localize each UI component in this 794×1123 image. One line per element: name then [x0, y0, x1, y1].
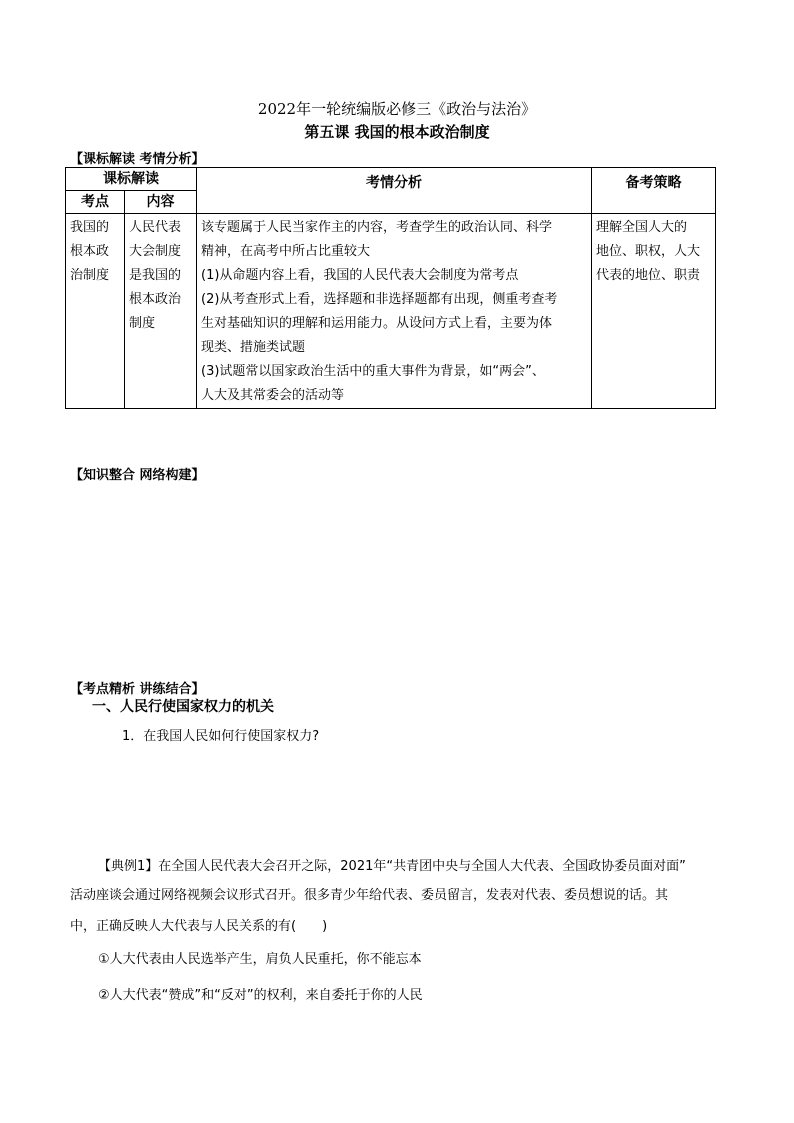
document-title: 2022年一轮统编版必修三《政治与法治》: [257, 100, 537, 118]
header-exam-analysis: 考情分析: [197, 168, 592, 214]
header-preparation-strategy: 备考策略: [592, 168, 716, 214]
section-heading-knowledge: 【知识整合 网络构建】: [70, 468, 205, 483]
subheader-exam-point: 考点: [66, 191, 125, 214]
cell-content: 人民代表 大会制度 是我国的 根本政治 制度: [125, 214, 197, 409]
subheader-content: 内容: [125, 191, 197, 214]
example-line-3: 中，正确反映人大代表与人民关系的有( ): [70, 919, 328, 934]
section-heading-curriculum: 【课标解读 考情分析】: [70, 152, 205, 167]
lesson-title: 第五课 我国的根本政治制度: [304, 123, 490, 141]
cell-exam-point: 我国的 根本政 治制度: [66, 214, 125, 409]
curriculum-analysis-table: [65, 167, 716, 409]
topic-heading: 一、人民行使国家权力的机关: [92, 699, 274, 715]
cell-preparation-strategy: 理解全国人大的 地位、职权，人大 代表的地位、职责: [592, 214, 716, 409]
question-text: 1．在我国人民如何行使国家权力?: [122, 729, 320, 744]
example-line-1: 【典例1】在全国人民代表大会召开之际，2021年“共青团中央与全国人大代表、全国政协委员面对面”: [98, 859, 686, 874]
cell-exam-analysis: 该专题属于人民当家作主的内容，考查学生的政治认同、科学 精神，在高考中所占比重较大 (1)从命题内容上看，我国的人民代表大会制度为常考点 (2)从考查形式上看，选择题和非选择题都有出现，侧重考查考 生对基础知识的理解和运用能力。从设问方式上看，主要为体 现类、措施类试题 (3)试题常以国家政治生活中的重大事件为背景，如“两会”、 人大及其常委会的活动等: [197, 214, 592, 409]
header-curriculum-interpretation: 课标解读: [66, 168, 197, 191]
section-heading-analysis: 【考点精析 讲练结合】: [70, 682, 205, 697]
option-1: ①人大代表由人民选举产生，肩负人民重托，你不能忘本: [98, 952, 422, 967]
option-2: ②人大代表“赞成”和“反对”的权利，来自委托于你的人民: [98, 988, 423, 1003]
example-label: 【典例1】: [98, 859, 159, 874]
example-line-2: 活动座谈会通过网络视频会议形式召开。很多青少年给代表、委员留言，发表对代表、委员想说的话。其: [70, 888, 669, 903]
